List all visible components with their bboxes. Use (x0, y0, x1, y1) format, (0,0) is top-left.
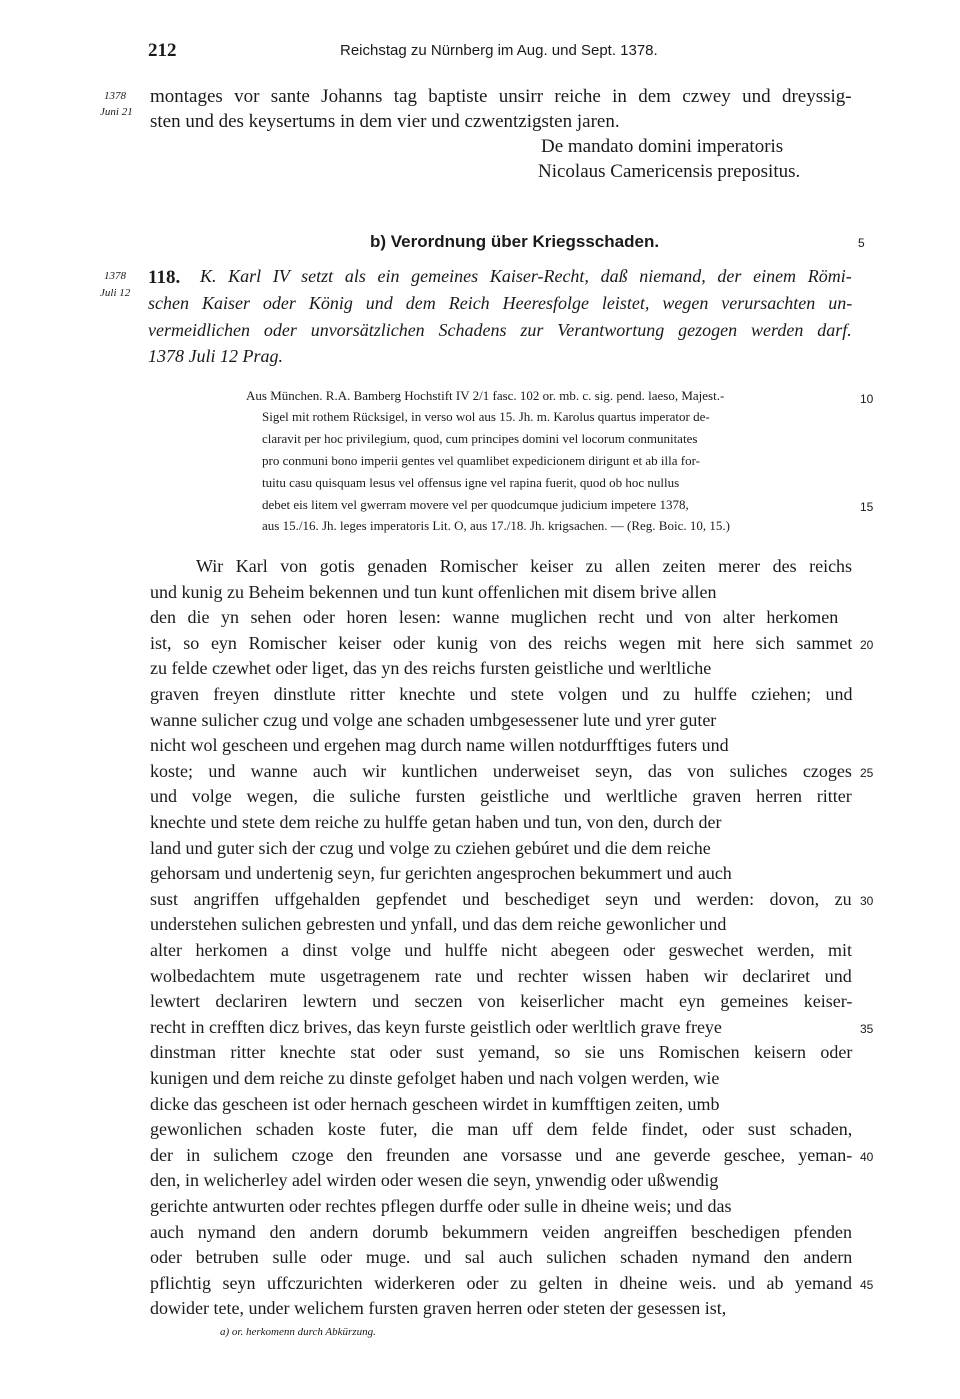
main-text-line: sust angriffen uffgehalden gepfendet und beschediget seyn und werden: dovon, zu (150, 888, 852, 909)
main-text-line: oder betruben sulle oder muge. und sal auch sulichen schaden nymand den andern (150, 1247, 853, 1268)
entry-summary-line: K. Karl IV setzt als ein gemeines Kaiser-Recht, daß niemand, der einem Römi- (200, 266, 852, 286)
main-text-line: den, in welicherley adel wirden oder wesen die seyn, ynwendig oder ußwendig (150, 1170, 719, 1191)
main-text-line: gewonlichen schaden koste futer, die man uff dem felde findet, oder sust schaden, (150, 1119, 853, 1140)
main-text-line: pflichtig seyn uffczurichten widerkeren oder zu gelten in dheine weis. und ab yemand (150, 1272, 852, 1293)
main-text-line: den die yn sehen oder horen lesen: wanne muglichen recht und von alter herkomen (150, 607, 839, 628)
entry-summary-line: vermeidlichen oder unvorsätzlichen Schadens zur Verantwortung gezogen werden darf. (148, 320, 852, 340)
main-text-line: der in sulichem czoge den freunden ane vorsasse und ane geverde geschee, yeman- (150, 1144, 853, 1165)
main-text-line: alter herkomen a dinst volge und hulffe nicht abegeen oder geswechet werden, mit (150, 940, 852, 960)
main-text-line: lewtert declariren lewtern und seczen von keiserlicher macht eyn gemeines keiser- (150, 991, 853, 1012)
line-number: 35 (860, 1022, 874, 1036)
main-text-line: gerichte antwurten oder rechtes pflegen durffe oder sulle in dheine weis; und das (150, 1196, 732, 1216)
main-text-line: kunigen und dem reiche zu dinste gefolget haben und nach volgen werden, wie (150, 1068, 720, 1088)
top-line: sten und des keysertums in dem vier und czwentzigsten jaren. (150, 111, 620, 132)
source-note-line: aus 15./16. Jh. leges imperatoris Lit. O, aus 17./18. Jh. krigsachen. — (Reg. Boic. 10, 15.) (262, 518, 730, 533)
margin-date-year: 1378 (104, 90, 126, 102)
main-text-line: Wir Karl von gotis genaden Romischer keiser zu allen zeiten merer des reichs (196, 556, 853, 576)
main-text-line: gehorsam und undertenig seyn, fur gerichten angesprochen bekummert und auch (150, 863, 732, 884)
top-line: montages vor sante Johanns tag baptiste unsirr reiche in dem czwey und dreyssig- (150, 86, 852, 107)
main-text-line: auch nymand den andern dorumb bekummern veiden angreiffen beschedigen pfenden (150, 1221, 852, 1242)
page-number: 212 (148, 40, 177, 61)
footnote: a) or. herkomenn durch Abkürzung. (220, 1326, 376, 1338)
line-number: 10 (860, 392, 874, 406)
source-note-line: claravit per hoc privilegium, quod, cum principes domini vel locorum conmunitates (262, 431, 698, 446)
main-text-line: nicht wol gescheen und ergehen mag durch name willen notdurfftiges futers und (150, 735, 729, 756)
main-text-line: ist, so eyn Romischer keiser oder kunig von des reichs wegen mit here sich sammet (150, 632, 853, 653)
section-heading: b) Verordnung über Kriegsschaden. (370, 232, 660, 251)
line-number: 25 (860, 766, 874, 780)
main-text-line: wanne sulicher czug und volge ane schaden umbgesessener lute und yrer guter (150, 709, 717, 730)
main-text-line: und volge wegen, die suliche fursten geistliche und werltliche graven herren ritter (150, 786, 852, 807)
line-number: 15 (860, 500, 874, 514)
source-note-line: Sigel mit rothem Rücksigel, in verso wol aus 15. Jh. m. Karolus quartus imperator de- (262, 409, 710, 424)
main-text-line: und kunig zu Beheim bekennen und tun kunt offenlichen mit disem brive allen (150, 581, 717, 602)
main-text-line: recht in crefften dicz brives, das keyn furste geistlich oder werltlich grave freye (150, 1016, 722, 1037)
source-note-line: pro conmuni bono imperii gentes vel quamlibet expedicionem dirigunt et ab illa for- (262, 453, 701, 468)
line-number: 45 (860, 1278, 874, 1292)
margin-date-day: Juni 21 (100, 106, 133, 118)
main-text-line: dicke das gescheen ist oder hernach gescheen wirdet in kumfftigen zeiten, umb (150, 1093, 720, 1114)
line-number: 5 (858, 236, 865, 250)
entry-number: 118. (148, 267, 181, 288)
line-number: 30 (860, 894, 874, 908)
signature-line: Nicolaus Camericensis prepositus. (538, 161, 801, 182)
entry-date-year: 1378 (104, 270, 126, 282)
main-text-line: koste; und wanne auch wir kuntlichen underweiset seyn, das von suliches czoges (150, 760, 852, 781)
main-text-line: dinstman ritter knechte stat oder sust yemand, so sie uns Romischen keisern oder (150, 1042, 853, 1063)
main-text-line: understehen sulichen gebresten und ynfall, und das dem reiche gewonlicher und (150, 914, 727, 935)
main-text-line: dowider tete, under welichem fursten graven herren oder steten der gesessen ist, (150, 1298, 727, 1319)
main-text-line: land und guter sich der czug und volge zu cziehen gebúret und die dem reiche (150, 837, 711, 858)
line-number: 20 (860, 638, 874, 652)
entry-summary-line: schen Kaiser oder König und dem Reich Heeresfolge leistet, wegen verursachten un- (148, 293, 853, 313)
source-note-line: Aus München. R.A. Bamberg Hochstift IV 2/1 fasc. 102 or. mb. c. sig. pend. laeso, Majest.- (246, 388, 725, 403)
main-text-line: wolbedachtem mute usgetragenem rate und rechter wissen haben wir declariret und (150, 965, 852, 986)
signature-line: De mandato domini imperatoris (541, 136, 784, 157)
line-number: 40 (860, 1150, 874, 1164)
entry-date-day: Juli 12 (100, 287, 131, 299)
source-note-line: debet eis litem vel gwerram movere vel per quodcumque judicium impetere 1378, (262, 497, 689, 512)
source-note-line: tuitu casu quisquam lesus vel offensus igne vel rapina fuerit, quod ob hoc nullus (262, 475, 680, 490)
main-text-line: zu felde czewhet oder liget, das yn des reichs fursten geistliche und werltliche (150, 658, 712, 679)
main-text-line: knechte und stete dem reiche zu hulffe getan haben und tun, von den, durch der (150, 812, 722, 832)
main-text-line: graven freyen dinstlute ritter knechte und stete volgen und zu hulffe cziehen; und (150, 684, 853, 704)
entry-date-line: 1378 Juli 12 Prag. (148, 346, 283, 366)
running-title: Reichstag zu Nürnberg im Aug. und Sept. 1378. (340, 42, 658, 59)
